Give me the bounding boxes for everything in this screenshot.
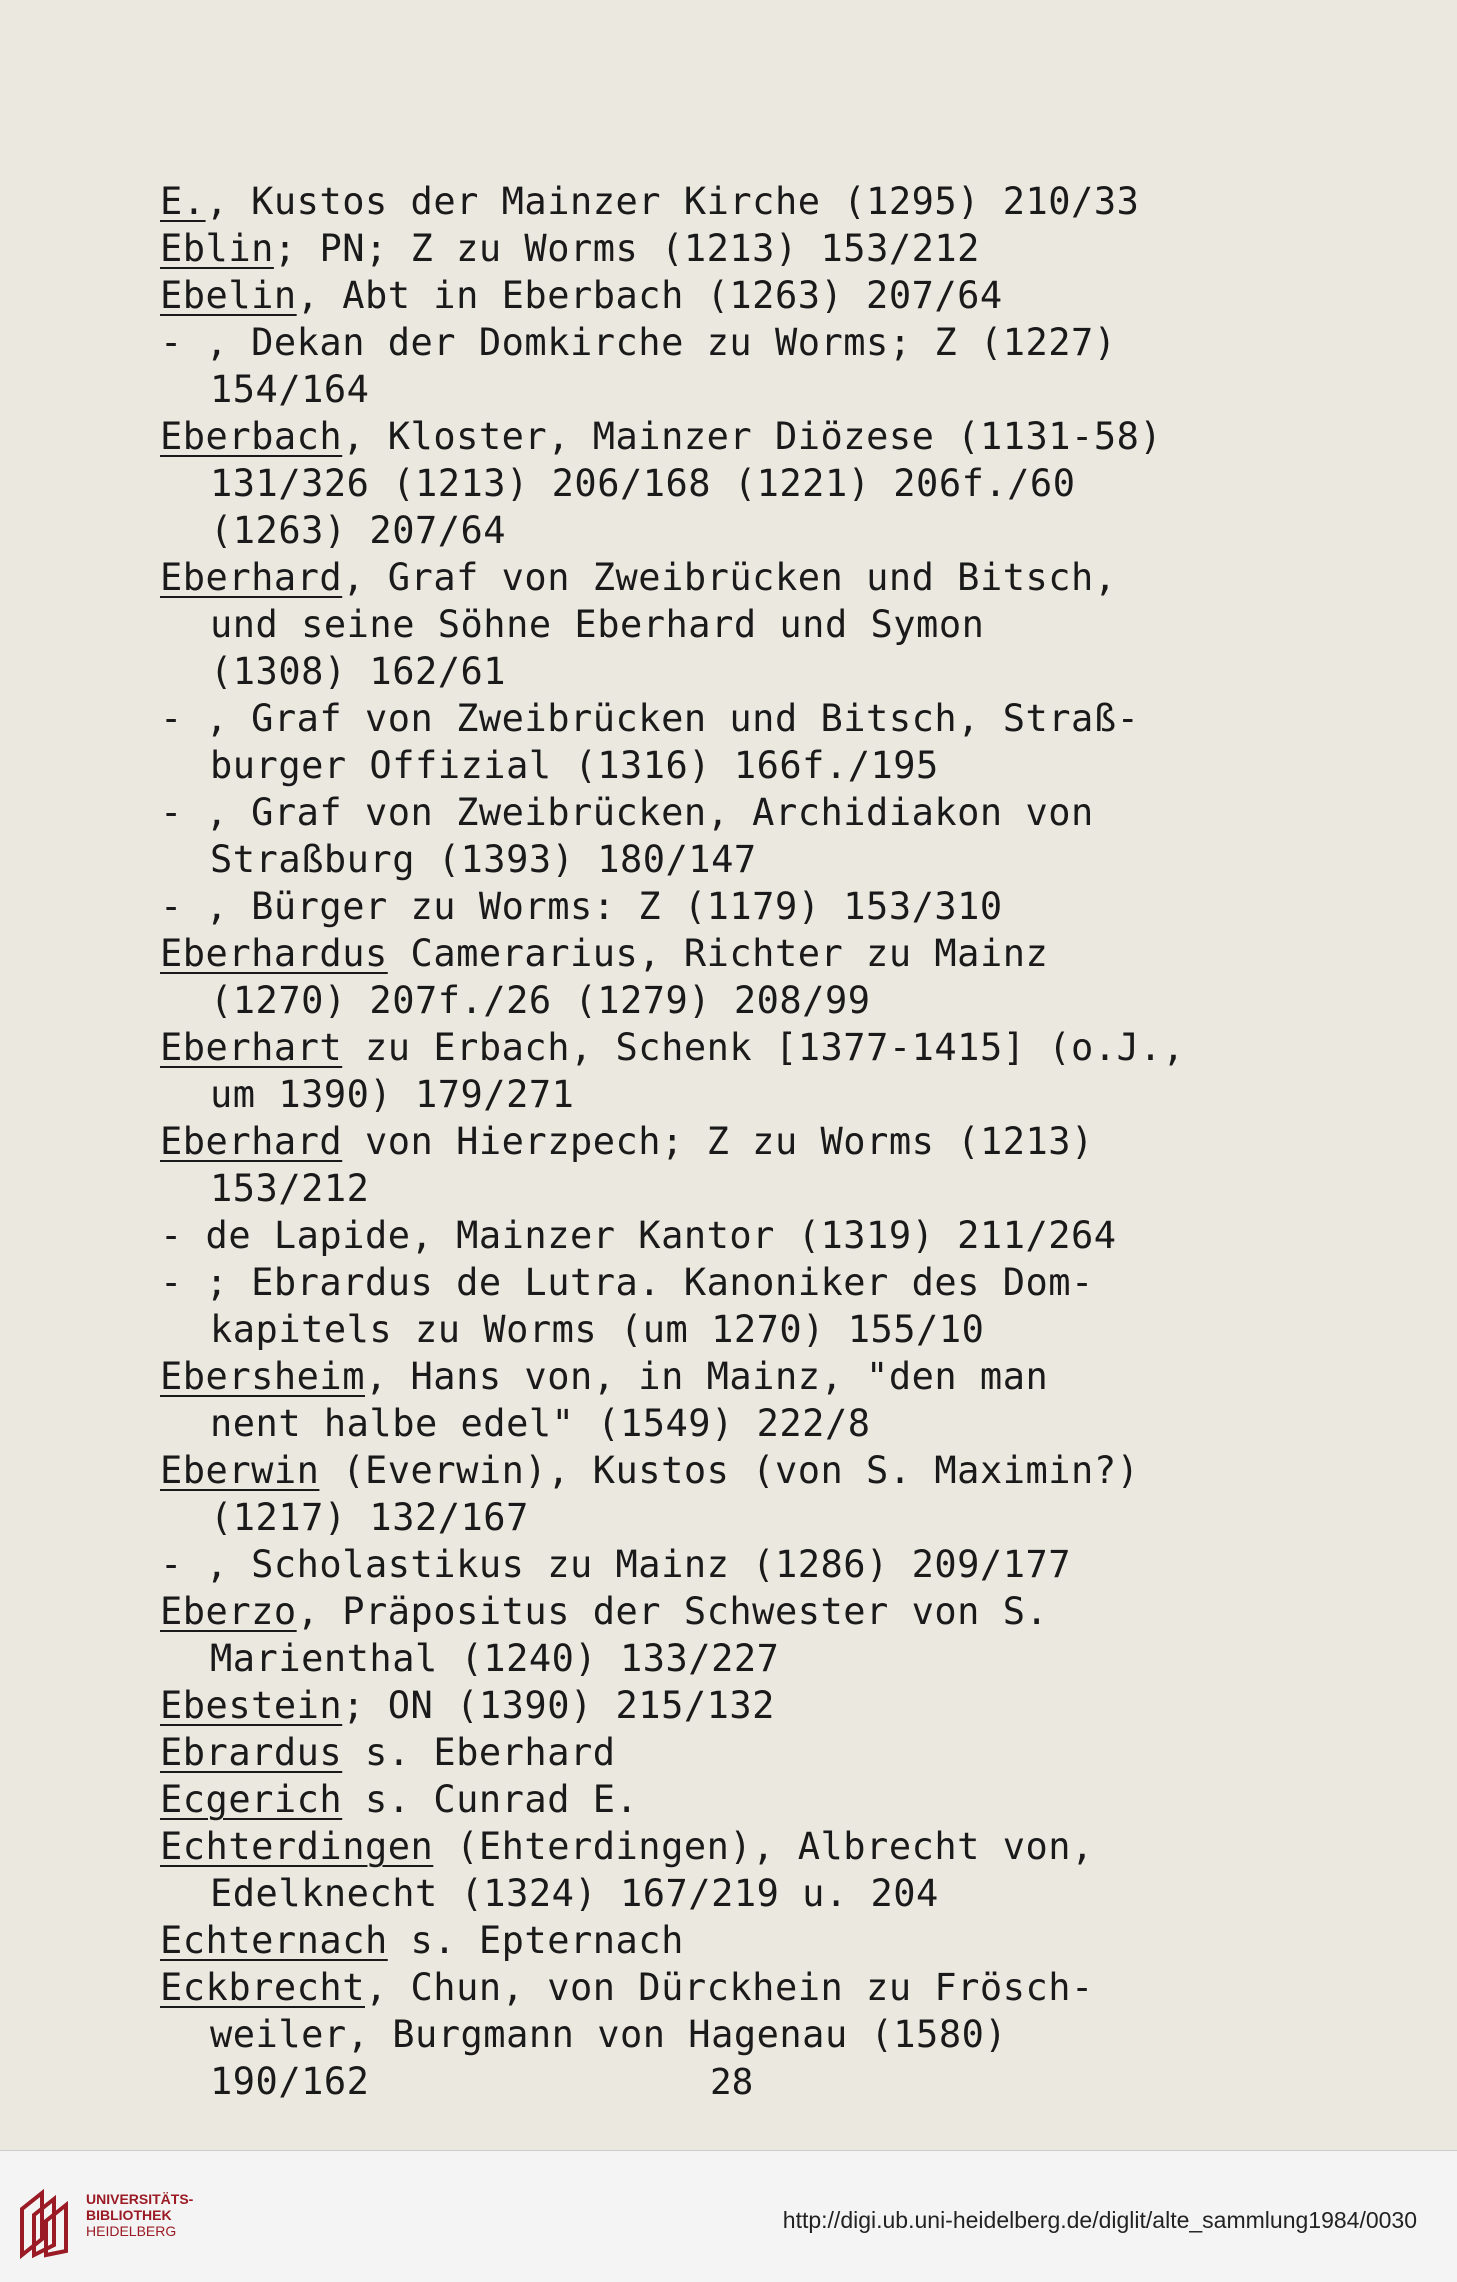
- source-url-link[interactable]: http://digi.ub.uni-heidelberg.de/diglit/alte_sammlung1984/0030: [782, 2207, 1417, 2233]
- index-entry: [160, 930, 1360, 1024]
- entry-continuation-line: Straßburg (1393) 180/147: [210, 838, 757, 881]
- index-entry: [160, 225, 1360, 272]
- entry-text: s. Cunrad E.: [342, 1778, 639, 1821]
- entry-text: - de Lapide, Mainzer Kantor (1319) 211/264: [160, 1214, 1117, 1257]
- index-entry: [160, 1776, 1360, 1823]
- entry-first-line: [160, 1964, 1360, 2011]
- entry-first-line: [160, 1588, 1360, 1635]
- library-name-line2: BIBLIOTHEK: [86, 2207, 172, 2223]
- entry-first-line: [160, 930, 1360, 977]
- entry-first-line: [160, 1541, 1360, 1588]
- entry-text: ; PN; Z zu Worms (1213) 153/212: [273, 227, 980, 270]
- index-entry: [160, 1823, 1360, 1917]
- entry-headword: Eblin: [160, 227, 274, 270]
- entry-headword: Ebestein: [160, 1684, 343, 1727]
- entry-headword: Eberhard: [160, 1120, 343, 1163]
- entry-text: - , Bürger zu Worms: Z (1179) 153/310: [160, 885, 1003, 928]
- entry-first-line: [160, 1823, 1360, 1870]
- entry-continuation-line: (1270) 207f./26 (1279) 208/99: [210, 979, 871, 1022]
- entry-text: (Everwin), Kustos (von S. Maximin?): [319, 1449, 1140, 1492]
- index-entry: [160, 1118, 1360, 1212]
- entry-text: ; ON (1390) 215/132: [342, 1684, 775, 1727]
- index-entry: [160, 319, 1360, 413]
- entry-first-line: [160, 1729, 1360, 1776]
- index-entry: [160, 883, 1360, 930]
- page-number: 28: [710, 2062, 754, 2103]
- entry-first-line: [160, 1118, 1360, 1165]
- entry-first-line: [160, 1259, 1360, 1306]
- entry-continuation-line: (1217) 132/167: [210, 1496, 529, 1539]
- index-entry: [160, 1964, 1360, 2105]
- entry-first-line: [160, 272, 1360, 319]
- entry-first-line: [160, 1024, 1360, 1071]
- entry-headword: E.: [160, 180, 206, 223]
- index-entry: [160, 272, 1360, 319]
- entry-headword: Eberzo: [160, 1590, 297, 1633]
- entry-headword: Ecgerich: [160, 1778, 343, 1821]
- entry-text: - , Scholastikus zu Mainz (1286) 209/177: [160, 1543, 1072, 1586]
- entry-continuation-line: weiler, Burgmann von Hagenau (1580): [210, 2013, 1008, 2056]
- entry-text: - , Dekan der Domkirche zu Worms; Z (1227): [160, 321, 1117, 364]
- entry-continuation-line: (1263) 207/64: [210, 509, 507, 552]
- entry-first-line: [160, 789, 1360, 836]
- entry-text: Camerarius, Richter zu Mainz: [387, 932, 1049, 975]
- entry-first-line: [160, 554, 1360, 601]
- entry-headword: Eberbach: [160, 415, 343, 458]
- entry-text: , Präpositus der Schwester von S.: [296, 1590, 1049, 1633]
- entry-headword: Echternach: [160, 1919, 388, 1962]
- entry-headword: Ebersheim: [160, 1355, 365, 1398]
- entry-text: , Abt in Eberbach (1263) 207/64: [296, 274, 1003, 317]
- entry-headword: Eberhart: [160, 1026, 343, 1069]
- entry-first-line: [160, 1682, 1360, 1729]
- entry-continuation-line: 153/212: [210, 1167, 370, 1210]
- index-entry: [160, 178, 1360, 225]
- library-name-line3: HEIDELBERG: [86, 2223, 177, 2239]
- index-entry: [160, 1212, 1360, 1259]
- entry-headword: Ebelin: [160, 274, 297, 317]
- index-entry: [160, 1917, 1360, 1964]
- index-entries: [160, 178, 1360, 2105]
- index-entry: [160, 1682, 1360, 1729]
- entry-text: , Chun, von Dürckhein zu Frösch-: [364, 1966, 1094, 2009]
- entry-headword: Eberwin: [160, 1449, 320, 1492]
- index-entry: [160, 1588, 1360, 1682]
- entry-first-line: [160, 319, 1360, 366]
- index-entry: [160, 1447, 1360, 1541]
- library-logo-icon: [18, 2189, 80, 2259]
- entry-headword: Ebrardus: [160, 1731, 343, 1774]
- entry-first-line: [160, 1212, 1360, 1259]
- entry-continuation-line: und seine Söhne Eberhard und Symon: [210, 603, 985, 646]
- entry-continuation-line: 154/164: [210, 368, 370, 411]
- entry-continuation-line: Marienthal (1240) 133/227: [210, 1637, 780, 1680]
- entry-text: - ; Ebrardus de Lutra. Kanoniker des Dom-: [160, 1261, 1094, 1304]
- entry-first-line: [160, 178, 1360, 225]
- entry-text: - , Graf von Zweibrücken, Archidiakon von: [160, 791, 1094, 834]
- entry-text: , Graf von Zweibrücken und Bitsch,: [342, 556, 1117, 599]
- footer-bar: [0, 2150, 1457, 2282]
- entry-continuation-line: Edelknecht (1324) 167/219 u. 204: [210, 1872, 939, 1915]
- entry-continuation-line: burger Offizial (1316) 166f./195: [210, 744, 939, 787]
- index-entry: [160, 1024, 1360, 1118]
- entry-first-line: [160, 1353, 1360, 1400]
- entry-first-line: [160, 1447, 1360, 1494]
- index-entry: [160, 1353, 1360, 1447]
- entry-text: , Hans von, in Mainz, "den man: [364, 1355, 1049, 1398]
- entry-text: von Hierzpech; Z zu Worms (1213): [342, 1120, 1094, 1163]
- index-entry: [160, 1541, 1360, 1588]
- entry-continuation-line: nent halbe edel" (1549) 222/8: [210, 1402, 871, 1445]
- entry-text: - , Graf von Zweibrücken und Bitsch, Straß-: [160, 697, 1140, 740]
- entry-continuation-line: kapitels zu Worms (um 1270) 155/10: [210, 1308, 985, 1351]
- entry-text: , Kustos der Mainzer Kirche (1295) 210/33: [205, 180, 1140, 223]
- entry-text: (Ehterdingen), Albrecht von,: [433, 1825, 1094, 1868]
- entry-first-line: [160, 883, 1360, 930]
- entry-first-line: [160, 1917, 1360, 1964]
- entry-headword: Eberhard: [160, 556, 343, 599]
- entry-text: s. Epternach: [387, 1919, 684, 1962]
- index-entry: [160, 789, 1360, 883]
- entry-first-line: [160, 413, 1360, 460]
- entry-first-line: [160, 225, 1360, 272]
- entry-headword: Echterdingen: [160, 1825, 434, 1868]
- entry-text: zu Erbach, Schenk [1377-1415] (o.J.,: [342, 1026, 1185, 1069]
- index-entry: [160, 554, 1360, 695]
- entry-headword: Eberhardus: [160, 932, 388, 975]
- library-name-line1: UNIVERSITÄTS-: [86, 2191, 194, 2207]
- entry-continuation-line: 131/326 (1213) 206/168 (1221) 206f./60: [210, 462, 1076, 505]
- index-entry: [160, 695, 1360, 789]
- entry-first-line: [160, 695, 1360, 742]
- library-name: [86, 2191, 193, 2239]
- entry-text: s. Eberhard: [342, 1731, 616, 1774]
- index-entry: [160, 413, 1360, 554]
- entry-first-line: [160, 1776, 1360, 1823]
- entry-text: , Kloster, Mainzer Diözese (1131-58): [342, 415, 1163, 458]
- entry-continuation-line: (1308) 162/61: [210, 650, 507, 693]
- index-entry: [160, 1259, 1360, 1353]
- entry-continuation-line: 190/162: [210, 2060, 370, 2103]
- entry-continuation-line: um 1390) 179/271: [210, 1073, 575, 1116]
- entry-headword: Eckbrecht: [160, 1966, 365, 2009]
- index-entry: [160, 1729, 1360, 1776]
